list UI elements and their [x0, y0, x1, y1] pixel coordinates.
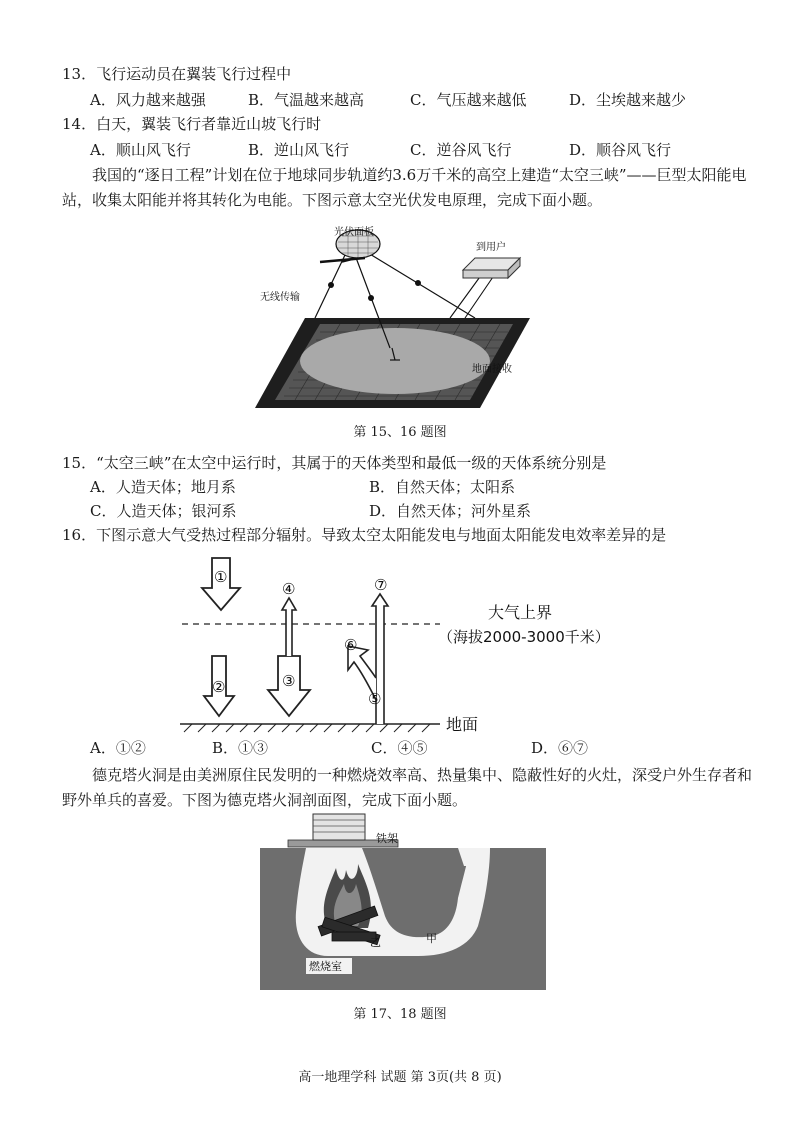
q14-option-d: D．顺谷风飞行 [569, 141, 672, 159]
num-2: ② [212, 678, 226, 696]
receiving-ellipse [300, 328, 490, 394]
label-wireless: 无线传输 [260, 292, 300, 303]
q13-option-d: D．尘埃越来越少 [569, 91, 687, 109]
pot [313, 814, 365, 840]
q15-option-a: A．人造天体；地月系 [90, 478, 236, 496]
q13-stem: 13．飞行运动员在翼装飞行过程中 [62, 65, 292, 83]
figure3-caption: 第 17、18 题图 [353, 1007, 447, 1022]
q13-option-a: A．风力越来越强 [90, 91, 206, 109]
q14-option-c: C．逆谷风飞行 [410, 141, 512, 159]
num-5: ⑤ [368, 690, 382, 708]
label-ground-receive: 地面接收 [472, 364, 512, 375]
user-line-1 [450, 274, 482, 318]
figure1-caption: 第 15、16 题图 [353, 425, 447, 440]
q16-stem: 16．下图示意大气受热过程部分辐射。导致太空太阳能发电与地面太阳能发电效率差异的是 [62, 526, 667, 544]
q13-option-c: C．气压越来越低 [410, 91, 527, 109]
q13-option-b: B．气温越来越高 [248, 91, 365, 109]
num-7: ⑦ [374, 576, 388, 594]
q15-option-b: B．自然天体；太阳系 [369, 478, 516, 496]
num-6: ⑥ [344, 636, 358, 654]
label-burning-chamber: 燃烧室 [309, 960, 342, 973]
q16-option-d: D．⑥⑦ [531, 739, 589, 757]
label-iron-rack: 铁架 [376, 832, 398, 845]
q16-option-a: A．①② [90, 739, 146, 757]
q15-stem: 15．“太空三峡”在太空中运行时，其属于的天体类型和最低一级的天体系统分别是 [62, 454, 607, 472]
q16-option-b: B．①③ [212, 739, 269, 757]
label-ground: 地面 [446, 715, 479, 734]
q15-option-c: C．人造天体；银河系 [90, 502, 237, 520]
figure-atmosphere-radiation [170, 550, 630, 735]
figure-fire-hole [258, 808, 548, 993]
label-pv-panel: 光伏面板 [334, 227, 374, 238]
q15-option-d: D．自然天体；河外星系 [369, 502, 532, 520]
q14-option-a: A．顺山风飞行 [90, 141, 191, 159]
arrow-4 [282, 598, 296, 656]
q16-option-c: C．④⑤ [371, 739, 428, 757]
num-4: ④ [282, 580, 296, 598]
label-jia: 甲 [426, 932, 437, 945]
num-1: ① [214, 568, 228, 586]
label-altitude: （海拔2000-3000千米） [438, 628, 610, 646]
label-atmosphere-top: 大气上界 [488, 603, 553, 622]
user-line-2 [465, 274, 495, 318]
figure-space-solar [250, 220, 550, 420]
num-3: ③ [282, 672, 296, 690]
label-yi: 乙 [370, 936, 381, 949]
label-to-user: 到用户 [476, 242, 506, 253]
q14-option-b: B．逆山风飞行 [248, 141, 350, 159]
passage-dakota-fire-hole: 德克塔火洞是由美洲原住民发明的一种燃烧效率高、热量集中、隐蔽性好的火灶，深受户外生存者和野外单兵的喜爱。下图为德克塔火洞剖面图，完成下面小题。 [62, 766, 753, 809]
page-footer: 高一地理学科 试题 第 3页(共 8 页) [298, 1070, 502, 1085]
q14-stem: 14．白天，翼装飞行者靠近山坡飞行时 [62, 115, 322, 133]
passage-space-solar: 我国的“逐日工程”计划在位于地球同步轨道约3.6万千米的高空上建造“太空三峡”——巨型太阳能电站，收集太阳能并将其转化为电能。下图示意太空光伏发电原理，完成下面小题。 [62, 166, 747, 209]
ground-hatch [184, 724, 430, 732]
